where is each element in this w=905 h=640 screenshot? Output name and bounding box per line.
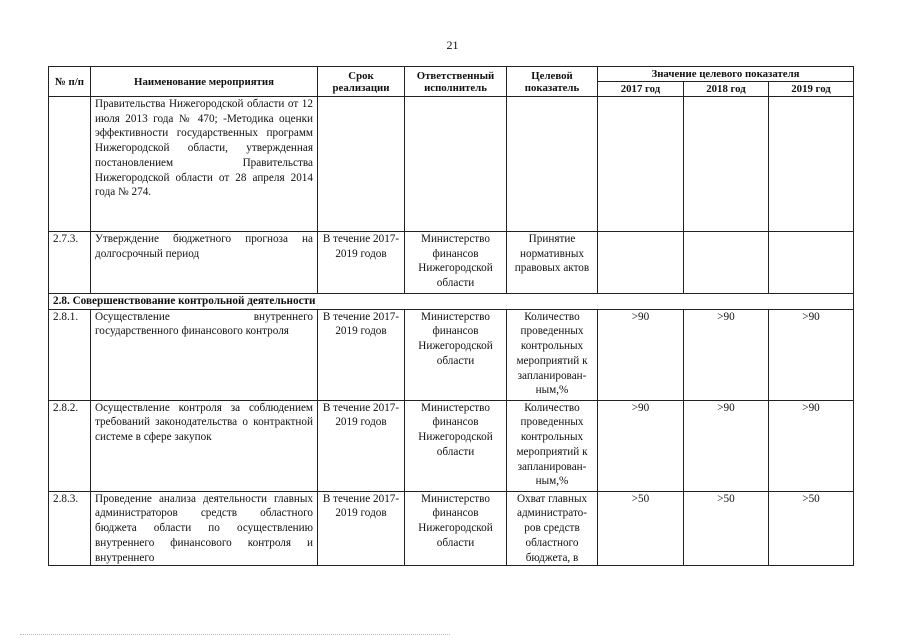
cell-executor: Министерство финансов Нижегородской области	[405, 232, 507, 294]
cell-name: Осуществление контроля за соблюдением требований законодательства о контрактной системе в сфере закупок	[91, 400, 318, 491]
cell-2019	[769, 97, 854, 232]
cell-2017	[598, 97, 684, 232]
section-title: 2.8. Совершенствование контрольной деятельности	[49, 294, 854, 310]
cell-name: Утверждение бюджетного прогноза на долгосрочный период	[91, 232, 318, 294]
scan-artifact-line	[20, 634, 450, 637]
table-row-2-7-3	[49, 232, 854, 294]
cell-2018	[684, 232, 769, 294]
table-row-2-8-1	[49, 309, 854, 400]
cell-2018	[684, 97, 769, 232]
header-target: Целевой показатель	[507, 67, 598, 97]
header-2017: 2017 год	[598, 82, 684, 97]
header-row-1	[49, 67, 854, 82]
cell-executor: Министерство финансов Нижегородской области	[405, 491, 507, 566]
cell-executor: Министерство финансов Нижегородской области	[405, 309, 507, 400]
cell-2017: >90	[598, 309, 684, 400]
cell-num	[49, 97, 91, 232]
cell-num: 2.8.2.	[49, 400, 91, 491]
cell-period: В течение 2017-2019 годов	[318, 400, 405, 491]
header-name: Наименование мероприятия	[91, 67, 318, 97]
cell-2017: >50	[598, 491, 684, 566]
cell-num: 2.8.3.	[49, 491, 91, 566]
header-num: № п/п	[49, 67, 91, 97]
cell-2019: >90	[769, 400, 854, 491]
section-heading-row	[49, 294, 854, 310]
cell-target	[507, 97, 598, 232]
cell-num: 2.8.1.	[49, 309, 91, 400]
cell-2018: >90	[684, 400, 769, 491]
cell-executor	[405, 97, 507, 232]
table-row-2-8-2	[49, 400, 854, 491]
cell-2019: >90	[769, 309, 854, 400]
cell-name: Правительства Нижегородской области от 12 июля 2013 года № 470; -Методика оценки эффективности государственных программ Нижегородской области, утвержденная постановлением Правительства Нижегородской области от 28 апреля 2014 года № 274.	[91, 97, 318, 232]
cell-2018: >50	[684, 491, 769, 566]
cell-period: В течение 2017-2019 годов	[318, 232, 405, 294]
cell-target: Принятие нормативных правовых актов	[507, 232, 598, 294]
page-number: 21	[446, 38, 459, 52]
cell-period: В течение 2017-2019 годов	[318, 491, 405, 566]
header-value-group: Значение целевого показателя	[598, 67, 854, 82]
header-period: Срок реализации	[318, 67, 405, 97]
table-row-2-8-3	[49, 491, 854, 566]
cell-period	[318, 97, 405, 232]
cell-target: Количество проведенных контрольных мероприятий к запланирован-ным,%	[507, 400, 598, 491]
cell-target: Количество проведенных контрольных мероприятий к запланирован-ным,%	[507, 309, 598, 400]
measures-table	[48, 66, 854, 566]
header-2018: 2018 год	[684, 82, 769, 97]
header-2019: 2019 год	[769, 82, 854, 97]
header-executor: Ответственный исполнитель	[405, 67, 507, 97]
table-row-continuation	[49, 97, 854, 232]
cell-2019: >50	[769, 491, 854, 566]
cell-executor: Министерство финансов Нижегородской области	[405, 400, 507, 491]
cell-2017	[598, 232, 684, 294]
cell-name: Осуществление внутреннего государственного финансового контроля	[91, 309, 318, 400]
cell-2017: >90	[598, 400, 684, 491]
cell-num: 2.7.3.	[49, 232, 91, 294]
cell-2019	[769, 232, 854, 294]
cell-target: Охват главных администрато-ров средств областного бюджета, в	[507, 491, 598, 566]
cell-name: Проведение анализа деятельности главных администраторов средств областного бюджета области по осуществлению внутреннего финансового контроля и внутреннего	[91, 491, 318, 566]
cell-2018: >90	[684, 309, 769, 400]
cell-period: В течение 2017-2019 годов	[318, 309, 405, 400]
